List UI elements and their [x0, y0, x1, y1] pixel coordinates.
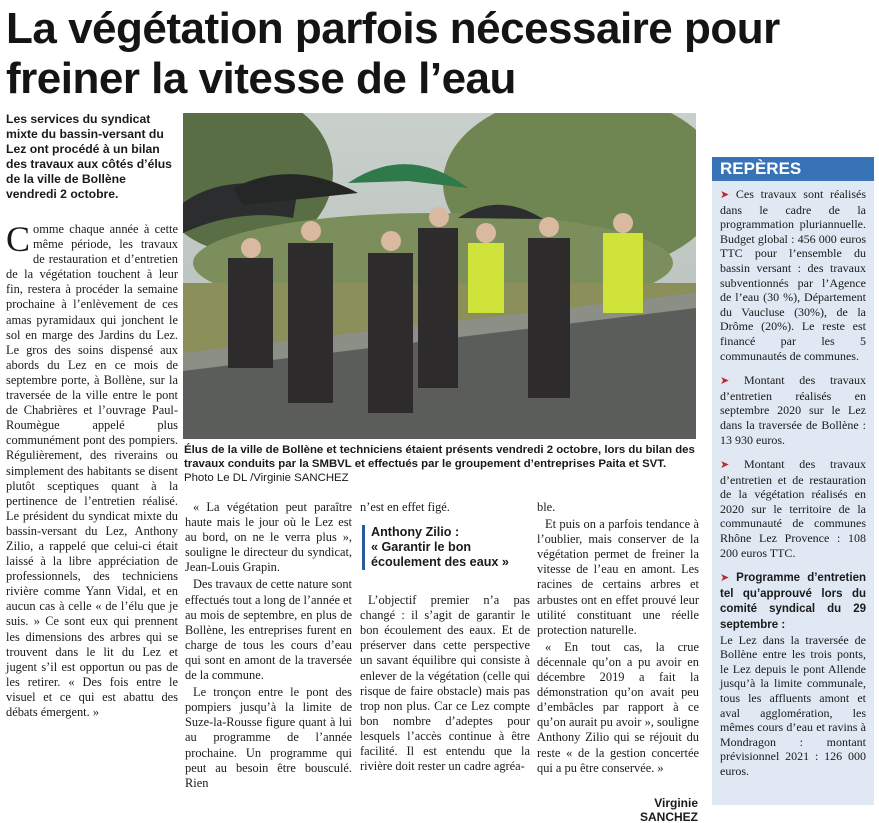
reperes-item-title: Programme d’entretien tel qu’approuvé lors du comité syndical du 29 septembre :	[720, 572, 866, 632]
reperes-title: REPÈRES	[712, 157, 874, 181]
red-arrow-icon: ➤	[720, 374, 730, 388]
reperes-box	[712, 157, 874, 805]
red-arrow-icon: ➤	[720, 458, 730, 472]
paragraph: Le tronçon entre le pont des pompiers jusqu’à la limite de Suze-la-Rousse figure quant à lui au programme de l’année prochaine. Un programme qui peut au besoin être bousculé. Rien	[185, 685, 352, 790]
photo-caption	[184, 443, 698, 485]
reperes-item	[720, 570, 866, 778]
reperes-item-text: Le Lez dans la traversée de Bollène entre les trois ponts, le Lez depuis le pont Allende jusqu’à la limite communale, tous les affluents amont et aval agglomération, les mêmes cours d’eau et ravins à Mondragon : montant prévisionnel 2021 : 126 000 euros.	[720, 632, 866, 778]
paragraph: L’objectif premier n’a pas changé : il s’agit de garantir le bon écoulement des eaux. Et de préserver dans cette perspective un savant équilibre qui consiste à enlever de la végétation (celle qui risque de faire obstacle) mais pas trop non plus. Car ce Lez compte bon nombre d’adeptes pour lesquels l’accès continue à être facilité. Il est entendu que la rivière doit rester un cadre agréa-	[360, 593, 530, 774]
reperes-item	[720, 373, 866, 447]
article-column-1	[6, 219, 178, 722]
paragraph-text: omme chaque année à cette même période, les travaux de restauration et d’entretien de la végétation touchent à leur fin, restera à procéder la semaine prochaine à l’enlèvement de ces amas pyramidaux qui jonchent le sol en marge des Jardins du Lez. Le gros des soins dispensé aux abords du Lez en ce mois de septembre porte, à Bollène, sur la traversée de la ville entre le pont de Chabrières et l’ouvrage Paul-Roumègue appelé plus communément pont des pompiers. Régulièrement, des riverains ou simplement des habitants se disent plutôt sceptiques quant à la pertinence de l’entretien réalisé. Le président du syndicat mixte du bassin-versant du Lez, Anthony Zilio, a rappelé que celui-ci était laissé à la libre appréciation de professionnels, des techniciens rivière comme Yann Vidal, et en aucun cas à celle « de l’élu que je suis. » Ce sont eux qui prennent les dimensions des arbres qui se trouvent dans le lit du Lez et jugent s’il est opportun ou pas de les retirer. « Des fois entre le visuel et ce qui est abattu des débats émergent. »	[6, 222, 178, 719]
paragraph: ble.	[537, 500, 556, 514]
red-arrow-icon: ➤	[720, 188, 730, 201]
author-signature: Virginie SANCHEZ	[639, 796, 698, 823]
intertitle-quote: « Garantir le bon écoulement des eaux »	[371, 540, 509, 569]
reperes-item	[720, 187, 866, 363]
reperes-item-text: Montant des travaux d’entretien et de restauration de la végétation réalisés en 2020 sur le territoire de la communauté de communes Rhône Lez Provence : 108 200 euros TTC.	[720, 457, 866, 560]
paragraph: « La végétation peut paraître haute mais le jour où le Lez est au bord, on ne le verra plus », souligne le directeur du syndicat, Jean-Louis Grapin.	[185, 500, 352, 575]
paragraph: Et puis on a parfois tendance à l’oublier, mais conserver de la végétation permet de freiner la vitesse de l’eau en amont. Les racines de certains arbres et arbustes ont en effet prouvé leur utilité constituant une réelle protection naturelle.	[537, 517, 699, 637]
paragraph: « En tout cas, la crue décennale qu’on a pu avoir en décembre 2019 a fait la démonstration qu’on avait peu d’embâcles par rapport à ce qu’on aurait pu avoir », souligne Anthony Zilio qui se réjouit du reste « de la gestion concertée qui a pu être conservée. »	[537, 639, 699, 775]
dropcap: C	[6, 219, 31, 259]
reperes-body	[712, 181, 874, 779]
paragraph: n’est en effet figé.	[360, 500, 450, 514]
photo-credit: Photo Le DL /Virginie SANCHEZ	[184, 472, 349, 484]
article-column-4	[537, 500, 699, 778]
photo-illustration	[183, 113, 696, 439]
article-column-2	[185, 500, 352, 793]
red-arrow-icon: ➤	[720, 571, 730, 585]
reperes-item-text: Montant des travaux d’entretien réalisés en septembre 2020 sur le Lez dans la traversée de Bollène : 13 930 euros.	[720, 373, 866, 447]
intertitle-name: Anthony Zilio :	[371, 525, 460, 539]
intertitle	[362, 525, 517, 570]
paragraph	[6, 219, 178, 720]
reperes-item	[720, 457, 866, 560]
reperes-item-text: Ces travaux sont réalisés dans le cadre de la programmation pluriannuelle. Budget global : 456 000 euros TTC pour l’ensemble du bassin versant : des travaux subventionnés par l’Agence de l’eau (30 %), Département du Vaucluse (30%), de la Drôme (20%). Le reste est financé par les 5 communautés de communes.	[720, 187, 866, 363]
chapo-lead: Les services du syndicat mixte du bassin-versant du Lez ont procédé à un bilan des travaux aux côtés d’élus de la ville de Bollène vendredi 2 octobre.	[6, 112, 172, 201]
paragraph: Des travaux de cette nature sont effectués tout a long de l’année et au mois de septembre, en plus de Bollène, les entreprises furent en charge de tous les cours d’eau qui sont en amont de la traversée de la commune.	[185, 577, 352, 683]
article-photo	[183, 113, 696, 439]
caption-text: Élus de la ville de Bollène et techniciens étaient présents vendredi 2 octobre, lors du bilan des travaux conduits par la SMBVL et effectués par le groupement d’entreprises Paita et SVT.	[184, 444, 695, 470]
headline: La végétation parfois nécessaire pour freiner la vitesse de l’eau	[6, 4, 780, 103]
